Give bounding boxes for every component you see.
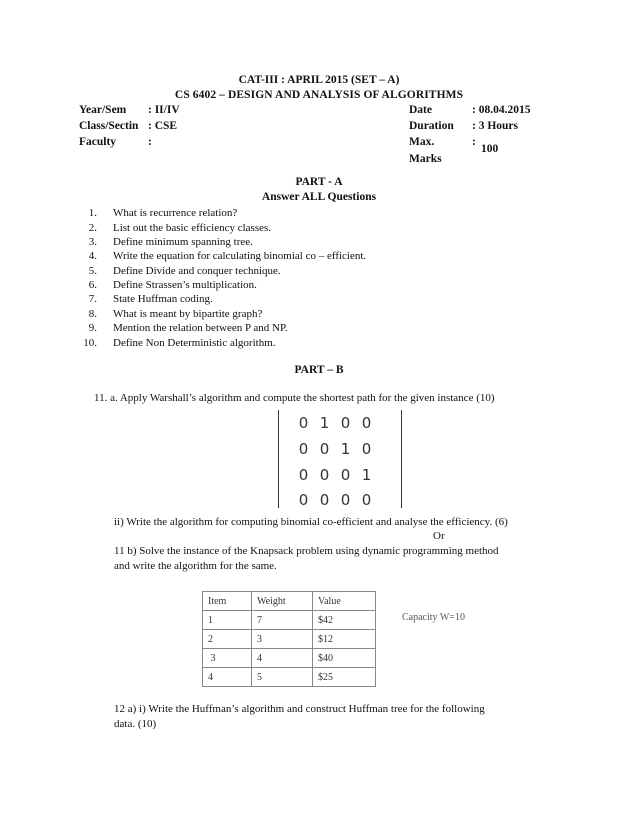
matrix-cell: 0 xyxy=(319,491,330,509)
matrix-cell: 0 xyxy=(298,466,309,484)
question-number: 10. xyxy=(83,337,97,349)
or-separator: Or xyxy=(433,530,445,542)
duration-label: Duration xyxy=(409,120,454,132)
table-cell: 7 xyxy=(252,611,313,630)
question-11a-ii: ii) Write the algorithm for computing binomial co-efficient and analyse the efficiency. (6) xyxy=(114,516,508,528)
matrix-cell: 0 xyxy=(340,414,351,432)
question-text: What is meant by bipartite graph? xyxy=(113,308,263,320)
question-text: List out the basic efficiency classes. xyxy=(113,222,272,234)
question-11b-line2: and write the algorithm for the same. xyxy=(114,560,277,572)
matrix-cell: 0 xyxy=(319,440,330,458)
table-cell: 4 xyxy=(203,668,252,687)
matrix-cell: 0 xyxy=(361,440,372,458)
matrix-row xyxy=(293,466,377,484)
year-value: : II/IV xyxy=(148,104,180,116)
duration-value: : 3 Hours xyxy=(472,120,518,132)
table-header-row xyxy=(203,592,376,611)
question-text: Mention the relation between P and NP. xyxy=(113,322,288,334)
table-cell: $12 xyxy=(313,630,376,649)
question-number: 7. xyxy=(88,293,97,305)
matrix-cell: 0 xyxy=(298,440,309,458)
question-text: Define Non Deterministic algorithm. xyxy=(113,337,276,349)
matrix-row xyxy=(293,491,377,509)
date-label: Date xyxy=(409,104,432,116)
course-title: CS 6402 – DESIGN AND ANALYSIS OF ALGORITHMS xyxy=(174,89,464,101)
year-label: Year/Sem xyxy=(79,104,127,116)
question-number: 1. xyxy=(88,207,97,219)
question-text: Define Strassen’s multiplication. xyxy=(113,279,257,291)
max-marks-value: 100 xyxy=(481,143,499,155)
part-a-heading: PART - A xyxy=(295,176,343,188)
question-12a-line1: 12 a) i) Write the Huffman’s algorithm and construct Huffman tree for the following xyxy=(114,703,485,715)
question-number: 2. xyxy=(88,222,97,234)
matrix-cell: 0 xyxy=(361,491,372,509)
question-11b-line1: 11 b) Solve the instance of the Knapsack problem using dynamic programming method xyxy=(114,545,499,557)
marks-label: Marks xyxy=(409,153,442,165)
question-text: State Huffman coding. xyxy=(113,293,213,305)
matrix-cell: 0 xyxy=(319,466,330,484)
table-row xyxy=(203,668,376,687)
part-b-heading: PART – B xyxy=(294,364,344,376)
exam-title: CAT-III : APRIL 2015 (SET – A) xyxy=(238,74,400,86)
question-number: 8. xyxy=(88,308,97,320)
question-number: 5. xyxy=(88,265,97,277)
matrix-row xyxy=(293,414,377,432)
table-row xyxy=(203,649,376,668)
class-value: : CSE xyxy=(148,120,178,132)
table-header: Weight xyxy=(252,592,313,611)
date-value: : 08.04.2015 xyxy=(472,104,531,116)
table-cell: $25 xyxy=(313,668,376,687)
question-text: Define Divide and conquer technique. xyxy=(113,265,281,277)
matrix-cell: 0 xyxy=(340,491,351,509)
matrix-cell: 1 xyxy=(361,466,372,484)
table-row xyxy=(203,630,376,649)
question-number: 4. xyxy=(88,250,97,262)
part-a-instruction: Answer ALL Questions xyxy=(261,191,377,203)
max-label: Max. xyxy=(409,136,435,148)
table-header: Item xyxy=(203,592,252,611)
table-cell: 1 xyxy=(203,611,252,630)
capacity-label: Capacity W=10 xyxy=(402,612,465,623)
question-11a: 11. a. Apply Warshall’s algorithm and compute the shortest path for the given instance (10) xyxy=(94,392,495,404)
question-text: What is recurrence relation? xyxy=(113,207,238,219)
matrix-cell: 0 xyxy=(361,414,372,432)
table-cell: 3 xyxy=(203,649,252,668)
question-number: 3. xyxy=(88,236,97,248)
matrix-cell: 1 xyxy=(319,414,330,432)
matrix-row xyxy=(293,440,377,458)
question-text: Write the equation for calculating binomial co – efficient. xyxy=(113,250,367,262)
table-cell: $42 xyxy=(313,611,376,630)
table-cell: $40 xyxy=(313,649,376,668)
adjacency-matrix xyxy=(278,410,402,508)
matrix-cell: 0 xyxy=(298,491,309,509)
max-colon: : xyxy=(472,136,476,148)
table-cell: 5 xyxy=(252,668,313,687)
table-header: Value xyxy=(313,592,376,611)
table-cell: 3 xyxy=(252,630,313,649)
table-row xyxy=(203,611,376,630)
table-cell: 4 xyxy=(252,649,313,668)
matrix-cell: 0 xyxy=(298,414,309,432)
question-text: Define minimum spanning tree. xyxy=(113,236,253,248)
question-number: 9. xyxy=(88,322,97,334)
matrix-cell: 0 xyxy=(340,466,351,484)
class-label: Class/Sectin xyxy=(79,120,139,132)
matrix-cell: 1 xyxy=(340,440,351,458)
question-number: 6. xyxy=(88,279,97,291)
faculty-label: Faculty xyxy=(79,136,117,148)
faculty-value: : xyxy=(148,136,152,148)
question-12a-line2: data. (10) xyxy=(114,718,157,730)
table-cell: 2 xyxy=(203,630,252,649)
knapsack-table xyxy=(202,591,376,687)
